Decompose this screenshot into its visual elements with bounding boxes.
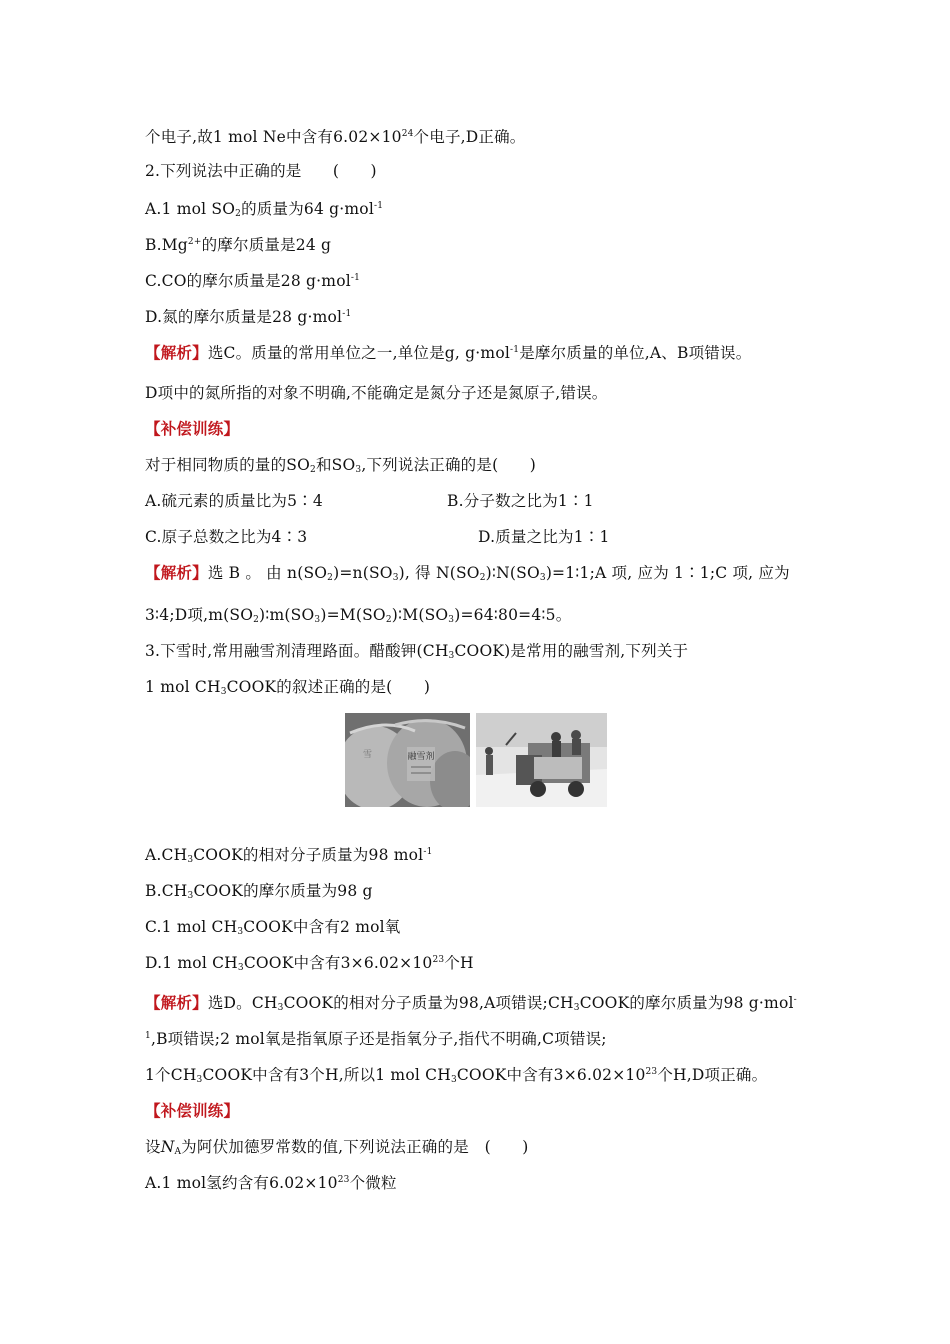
text-line bbox=[145, 1100, 239, 1122]
text-run: 设 bbox=[145, 1138, 161, 1156]
text-line bbox=[145, 198, 383, 220]
text-run: 个H bbox=[444, 954, 474, 972]
text-run: B.Mg bbox=[145, 236, 188, 254]
text-run: COOK)是常用的融雪剂,下列关于 bbox=[454, 642, 689, 660]
option-right-column bbox=[478, 526, 610, 548]
subscript: 3 bbox=[187, 855, 194, 865]
superscript: 23 bbox=[337, 1175, 350, 1185]
text-run: A.1 mol SO bbox=[145, 200, 236, 218]
subscript: 3 bbox=[573, 1003, 580, 1013]
text-run: 选D。CH bbox=[207, 994, 278, 1012]
text-line bbox=[145, 844, 433, 866]
text-line bbox=[145, 526, 307, 548]
text-line bbox=[145, 270, 360, 292]
text-line bbox=[145, 1064, 767, 1086]
text-line bbox=[145, 916, 401, 938]
subscript: 3 bbox=[392, 573, 399, 583]
text-line bbox=[145, 676, 430, 698]
section-tag: 【解析】 bbox=[145, 343, 208, 362]
section-tag: 【解析】 bbox=[145, 563, 208, 582]
subscript: 2 bbox=[479, 573, 486, 583]
figure-photos bbox=[345, 713, 607, 807]
superscript: -1 bbox=[350, 273, 361, 283]
text-run: )∶N(SO bbox=[485, 564, 540, 582]
text-run: 3.下雪时,常用融雪剂清理路面。醋酸钾(CH bbox=[145, 642, 449, 660]
text-run: 选C。质量的常用单位之一,单位是g, g·mol bbox=[207, 344, 511, 362]
superscript: 1 bbox=[145, 1031, 151, 1041]
text-run: ,B项错误;2 mol氧是指氧原子还是指氧分子,指代不明确,C项错误; bbox=[150, 1030, 607, 1048]
text-line bbox=[145, 418, 239, 440]
text-run: COOK的摩尔质量为98 g·mol bbox=[579, 994, 794, 1012]
subscript: 2 bbox=[327, 573, 334, 583]
subscript: 3 bbox=[277, 1003, 284, 1013]
text-line bbox=[145, 306, 351, 328]
text-line bbox=[145, 1028, 607, 1050]
text-run: 2.下列说法中正确的是 ( ) bbox=[145, 162, 377, 180]
text-run: A.硫元素的质量比为5∶4 bbox=[145, 492, 323, 510]
text-run: COOK中含有3×6.02×10 bbox=[243, 954, 433, 972]
text-line bbox=[145, 992, 797, 1014]
photo-spreading-truck bbox=[476, 713, 607, 807]
superscript: -1 bbox=[510, 345, 520, 355]
superscript: -1 bbox=[423, 847, 433, 857]
subscript: 3 bbox=[237, 963, 244, 973]
subscript: 2 bbox=[235, 209, 242, 219]
subscript: 3 bbox=[237, 927, 244, 937]
text-run: COOK的相对分子质量为98,A项错误;CH bbox=[283, 994, 574, 1012]
text-line bbox=[145, 342, 751, 364]
section-tag: 【补偿训练】 bbox=[145, 1101, 240, 1120]
text-run: ,下列说法正确的是( ) bbox=[361, 456, 536, 474]
text-line bbox=[145, 234, 331, 256]
text-run: )=n(SO bbox=[333, 564, 393, 582]
text-run: )=64∶80=4∶5。 bbox=[454, 606, 572, 624]
text-line bbox=[145, 562, 790, 584]
subscript: 3 bbox=[187, 891, 194, 901]
text-line bbox=[145, 126, 526, 148]
superscript: -1 bbox=[373, 201, 384, 211]
text-run: COOK的叙述正确的是( ) bbox=[226, 678, 431, 696]
text-line bbox=[145, 952, 474, 974]
superscript: -1 bbox=[342, 309, 352, 319]
subscript: 3 bbox=[196, 1075, 203, 1085]
subscript: A bbox=[174, 1147, 182, 1157]
text-run: )=1∶1;A 项, 应为 1∶1;C 项, 应为 bbox=[545, 564, 790, 582]
text-run: C.CO的摩尔质量是28 g·mol bbox=[145, 272, 351, 290]
text-run: 是摩尔质量的单位,A、B项错误。 bbox=[519, 344, 752, 362]
text-run: 1个CH bbox=[145, 1066, 197, 1084]
superscript: 24 bbox=[401, 129, 414, 139]
svg-text:雪: 雪 bbox=[363, 750, 373, 760]
text-run: 1 mol CH bbox=[145, 678, 221, 696]
superscript: 23 bbox=[645, 1067, 658, 1077]
text-run: COOK中含有2 mol氧 bbox=[243, 918, 401, 936]
text-run: B.CH bbox=[145, 882, 188, 900]
text-run: 选 B 。 由 n(SO bbox=[207, 564, 328, 582]
text-line bbox=[145, 604, 571, 626]
text-run: 个微粒 bbox=[349, 1174, 397, 1192]
subscript: 3 bbox=[448, 651, 455, 661]
bag-sign-text: 融雪剂 bbox=[407, 752, 435, 762]
superscript: 23 bbox=[432, 955, 445, 965]
text-run: 为阿伏加德罗常数的值,下列说法正确的是 ( ) bbox=[181, 1138, 529, 1156]
text-line bbox=[145, 382, 607, 404]
subscript: 2 bbox=[253, 615, 260, 625]
text-run: COOK中含有3个H,所以1 mol CH bbox=[202, 1066, 451, 1084]
superscript: - bbox=[793, 995, 797, 1005]
text-line bbox=[145, 1136, 529, 1158]
text-line bbox=[145, 160, 377, 182]
text-run: C.原子总数之比为4∶3 bbox=[145, 528, 308, 546]
text-run: 的质量为64 g·mol bbox=[241, 200, 374, 218]
text-run: ), 得 N(SO bbox=[398, 564, 480, 582]
subscript: 3 bbox=[450, 1075, 457, 1085]
text-run: COOK的摩尔质量为98 g bbox=[193, 882, 373, 900]
text-run: A.CH bbox=[145, 846, 188, 864]
text-run: 和SO bbox=[315, 456, 356, 474]
text-run: 的摩尔质量是24 g bbox=[201, 236, 332, 254]
section-tag: 【补偿训练】 bbox=[145, 419, 240, 438]
photo-snow-melt-bags bbox=[345, 713, 470, 807]
superscript: 2+ bbox=[187, 237, 202, 247]
subscript: 3 bbox=[355, 465, 362, 475]
text-run: 对于相同物质的量的SO bbox=[145, 456, 311, 474]
text-line bbox=[145, 640, 688, 662]
subscript: 3 bbox=[314, 615, 321, 625]
text-run: )∶m(SO bbox=[259, 606, 315, 624]
subscript: 2 bbox=[310, 465, 316, 475]
subscript: 3 bbox=[539, 573, 546, 583]
text-run: N bbox=[160, 1138, 175, 1156]
text-run: COOK的相对分子质量为98 mol bbox=[193, 846, 424, 864]
text-line bbox=[145, 490, 323, 512]
subscript: 3 bbox=[220, 687, 227, 697]
subscript: 2 bbox=[385, 615, 392, 625]
section-tag: 【解析】 bbox=[145, 993, 208, 1012]
text-line bbox=[145, 1172, 397, 1194]
text-run: D.1 mol CH bbox=[145, 954, 238, 972]
text-run: 个H,D项正确。 bbox=[657, 1066, 768, 1084]
option-right-column bbox=[447, 490, 594, 512]
text-run: D项中的氮所指的对象不明确,不能确定是氮分子还是氮原子,错误。 bbox=[145, 384, 608, 402]
text-run: COOK中含有3×6.02×10 bbox=[456, 1066, 646, 1084]
text-line bbox=[145, 880, 373, 902]
text-run: )∶M(SO bbox=[391, 606, 449, 624]
text-run: 3∶4;D项,m(SO bbox=[145, 606, 254, 624]
text-run: A.1 mol氢约含有6.02×10 bbox=[145, 1174, 338, 1192]
text-run: 个电子,故1 mol Ne中含有6.02×10 bbox=[145, 128, 402, 146]
subscript: 3 bbox=[448, 615, 455, 625]
text-run: D.质量之比为1∶1 bbox=[478, 528, 610, 546]
text-run: D.氮的摩尔质量是28 g·mol bbox=[145, 308, 343, 326]
text-run: C.1 mol CH bbox=[145, 918, 238, 936]
text-line bbox=[145, 454, 536, 476]
text-run: B.分子数之比为1∶1 bbox=[447, 492, 594, 510]
text-run: 个电子,D正确。 bbox=[413, 128, 526, 146]
text-run: )=M(SO bbox=[320, 606, 386, 624]
